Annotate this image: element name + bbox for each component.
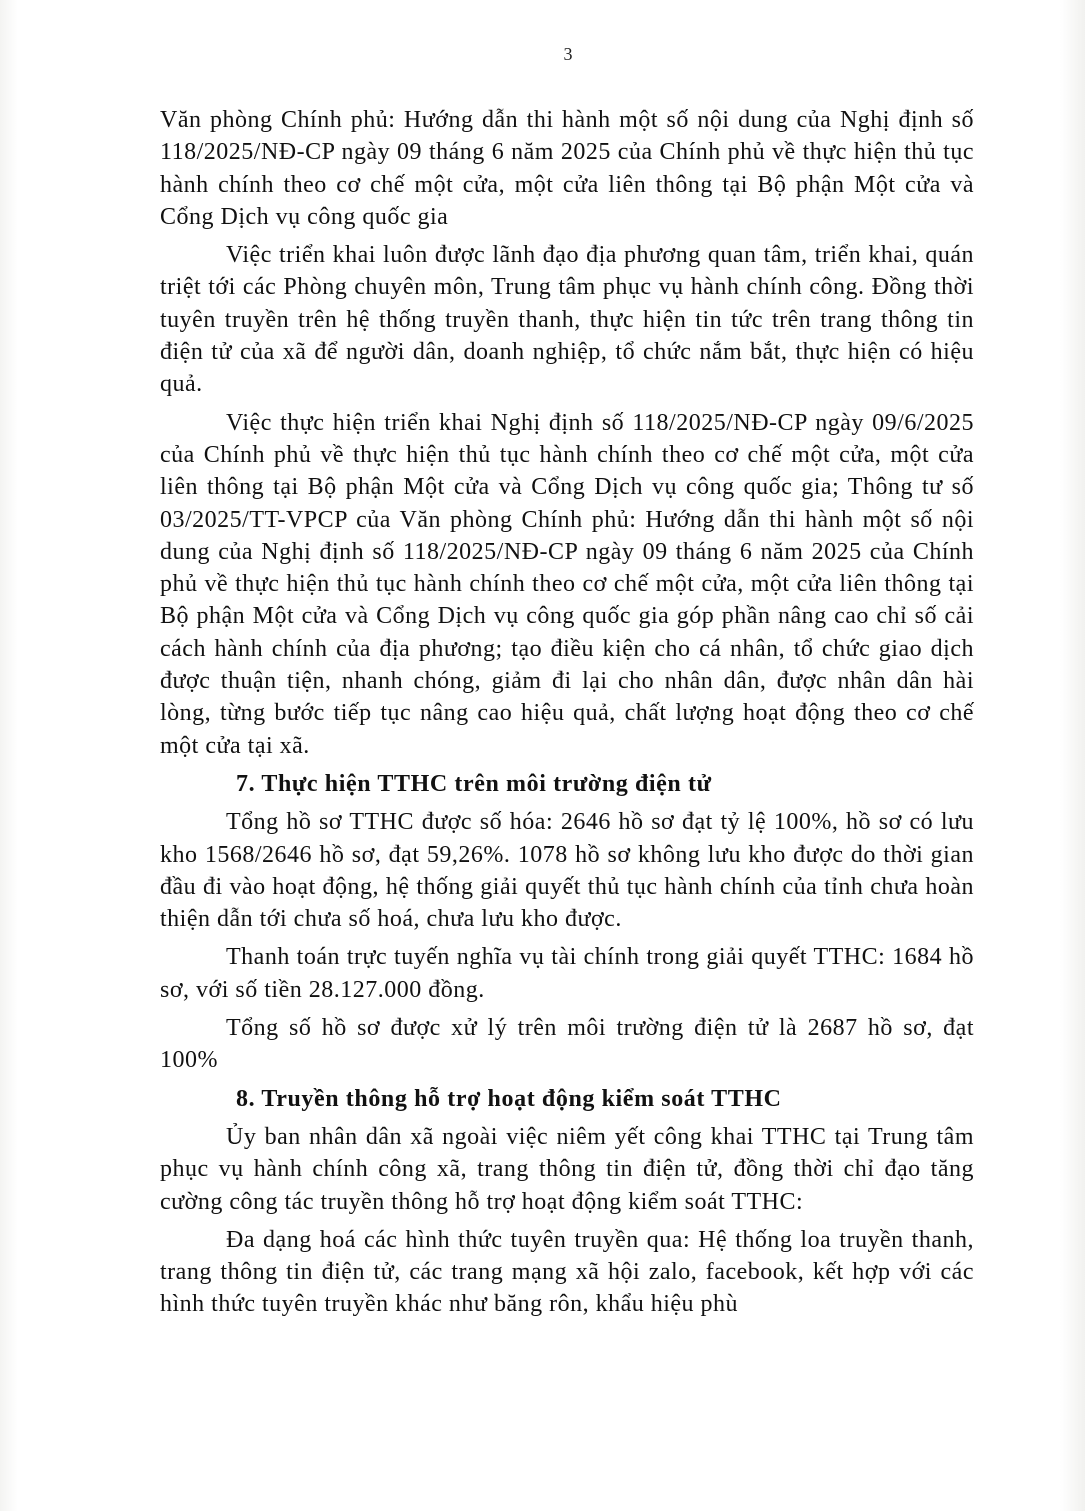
paragraph-electronic-processing: Tổng số hồ sơ được xử lý trên môi trường điện tử là 2687 hồ sơ, đạt 100% <box>160 1015 974 1074</box>
paragraph-implementation: Việc triển khai luôn được lãnh đạo địa phương quan tâm, triển khai, quán triệt tới các Phòng chuyên môn, Trung tâm phục vụ hành chính công. Đồng thời tuyên truyền trên hệ thống truyền thanh, thực hiện tin tức trên trang thông tin điện tử của xã để người dân, doanh nghiệp, tổ chức nắm bắt, thực hiện có hiệu quả. <box>160 242 974 398</box>
section-heading-7: 7. Thực hiện TTHC trên môi trường điện tử <box>236 770 712 797</box>
paragraph-public-listing: Ủy ban nhân dân xã ngoài việc niêm yết công khai TTHC tại Trung tâm phục vụ hành chính công xã, trang thông tin điện tử, đồng thời chỉ đạo tăng cường công tác truyền thông hỗ trợ hoạt động kiểm soát TTHC: <box>160 1123 974 1215</box>
document-body <box>160 104 974 1327</box>
paragraph-online-payment: Thanh toán trực tuyến nghĩa vụ tài chính trong giải quyết TTHC: 1684 hồ sơ, với số tiền 28.127.000 đồng. <box>160 944 974 1003</box>
section-heading-8: 8. Truyền thông hỗ trợ hoạt động kiểm soát TTHC <box>236 1085 782 1112</box>
paragraph-digitized-records: Tổng hồ sơ TTHC được số hóa: 2646 hồ sơ đạt tỷ lệ 100%, hồ sơ có lưu kho 1568/2646 hồ sơ, đạt 59,26%. 1078 hồ sơ không lưu kho được do thời gian đầu đi vào hoạt động, hệ thống giải quyết thủ tục hành chính của tỉnh chưa hoàn thiện dẫn tới chưa số hoá, chưa lưu kho được. <box>160 809 974 933</box>
paragraph-communication-channels: Đa dạng hoá các hình thức tuyên truyền qua: Hệ thống loa truyền thanh, trang thông tin điện tử, các trang mạng xã hội zalo, facebook, kết hợp với các hình thức tuyên truyền khác như băng rôn, khẩu hiệu phù <box>160 1226 974 1318</box>
paragraph-decree-118: Việc thực hiện triển khai Nghị định số 118/2025/NĐ-CP ngày 09/6/2025 của Chính phủ về thực hiện thủ tục hành chính theo cơ chế một cửa, một cửa liên thông tại Bộ phận Một cửa và Cổng Dịch vụ công quốc gia; Thông tư số 03/2025/TT-VPCP của Văn phòng Chính phủ: Hướng dẫn thi hành một số nội dung của Nghị định số 118/2025/NĐ-CP ngày 09 tháng 6 năm 2025 của Chính phủ về thực hiện thủ tục hành chính theo cơ chế một cửa, một cửa liên thông tại Bộ phận Một cửa và Cổng Dịch vụ công quốc gia góp phần nâng cao chỉ số cải cách hành chính của địa phương; tạo điều kiện cho cá nhân, tổ chức giao dịch được thuận tiện, nhanh chóng, giảm đi lại cho nhân dân, được nhân dân hài lòng, từng bước tiếp tục nâng cao hiệu quả, chất lượng hoạt động theo cơ chế một cửa tại xã. <box>160 409 974 759</box>
page-number: 3 <box>563 44 573 64</box>
paragraph-continuation: Văn phòng Chính phủ: Hướng dẫn thi hành một số nội dung của Nghị định số 118/2025/NĐ-CP ngày 09 tháng 6 năm 2025 của Chính phủ về thực hiện thủ tục hành chính theo cơ chế một cửa, một cửa liên thông tại Bộ phận Một cửa và Cổng Dịch vụ công quốc gia <box>160 107 974 230</box>
